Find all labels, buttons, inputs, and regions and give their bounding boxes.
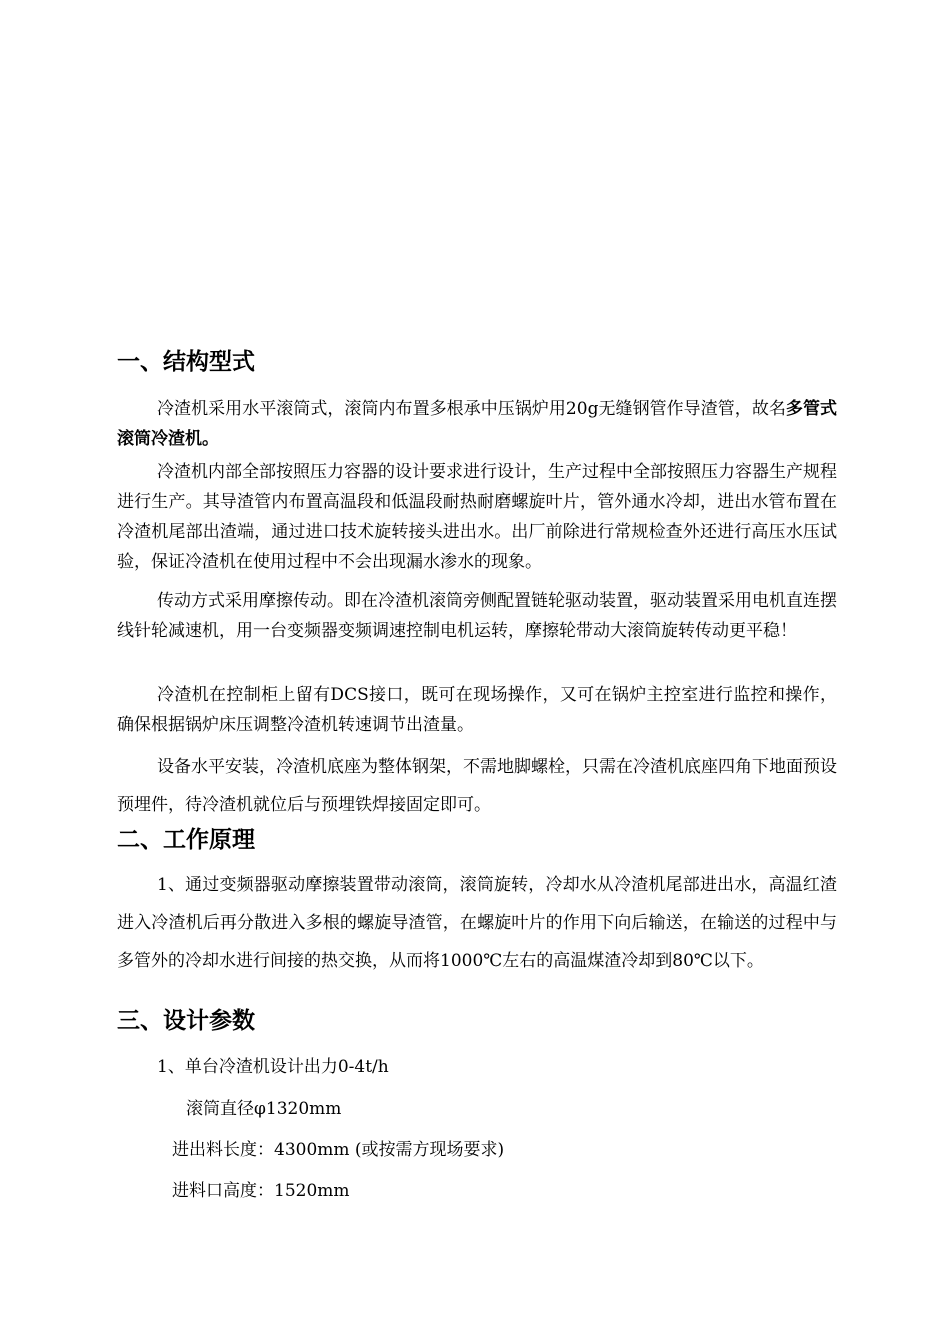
parameter-inlet-height: 进料口高度：1520mm [172,1181,350,1201]
section-heading-parameters: 三、设计参数 [117,1008,255,1034]
section-heading-principle: 二、工作原理 [117,827,255,853]
parameter-drum-diameter: 滚筒直径φ1320mm [186,1099,342,1119]
product-name-bold: 多管式滚筒冷渣机。 [117,399,837,449]
paragraph-structure-intro-text: 冷渣机采用水平滚筒式，滚筒内布置多根承中压锅炉用20g无缝钢管作导渣管，故名 [157,399,786,419]
paragraph-principle: 1、通过变频器驱动摩擦装置带动滚筒，滚筒旋转，冷却水从冷渣机尾部进出水，高温红渣进入冷渣机后再分散进入多根的螺旋导渣管，在螺旋叶片的作用下向后输送，在输送的过程中与多管外的冷却水进行间接的热交换，从而将1000℃左右的高温煤渣冷却到80℃以下。 [117,875,837,971]
paragraph-structure-installation: 设备水平安装，冷渣机底座为整体钢架，不需地脚螺栓，只需在冷渣机底座四角下地面预设预埋件，待冷渣机就位后与预埋铁焊接固定即可。 [117,757,837,815]
parameter-length: 进出料长度：4300mm (或按需方现场要求) [172,1140,505,1160]
paragraph-structure-dcs: 冷渣机在控制柜上留有DCS接口，既可在现场操作，又可在锅炉主控室进行监控和操作，确保根据锅炉床压调整冷渣机转速调节出渣量。 [117,685,837,735]
paragraph-structure-pressure-vessel: 冷渣机内部全部按照压力容器的设计要求进行设计，生产过程中全部按照压力容器生产规程进行生产。其导渣管内布置高温段和低温段耐热耐磨螺旋叶片，管外通水冷却，进出水管布置在冷渣机尾部出渣端，通过进口技术旋转接头进出水。出厂前除进行常规检查外还进行高压水压试验，保证冷渣机在使用过程中不会出现漏水渗水的现象。 [117,462,837,572]
parameter-capacity: 1、单台冷渣机设计出力0-4t/h [157,1057,389,1077]
paragraph-structure-transmission: 传动方式采用摩擦传动。即在冷渣机滚筒旁侧配置链轮驱动装置，驱动装置采用电机直连摆线针轮减速机，用一台变频器变频调速控制电机运转，摩擦轮带动大滚筒旋转传动更平稳！ [117,591,837,641]
section-heading-structure: 一、结构型式 [117,349,255,375]
paragraph-structure-intro [117,394,837,454]
